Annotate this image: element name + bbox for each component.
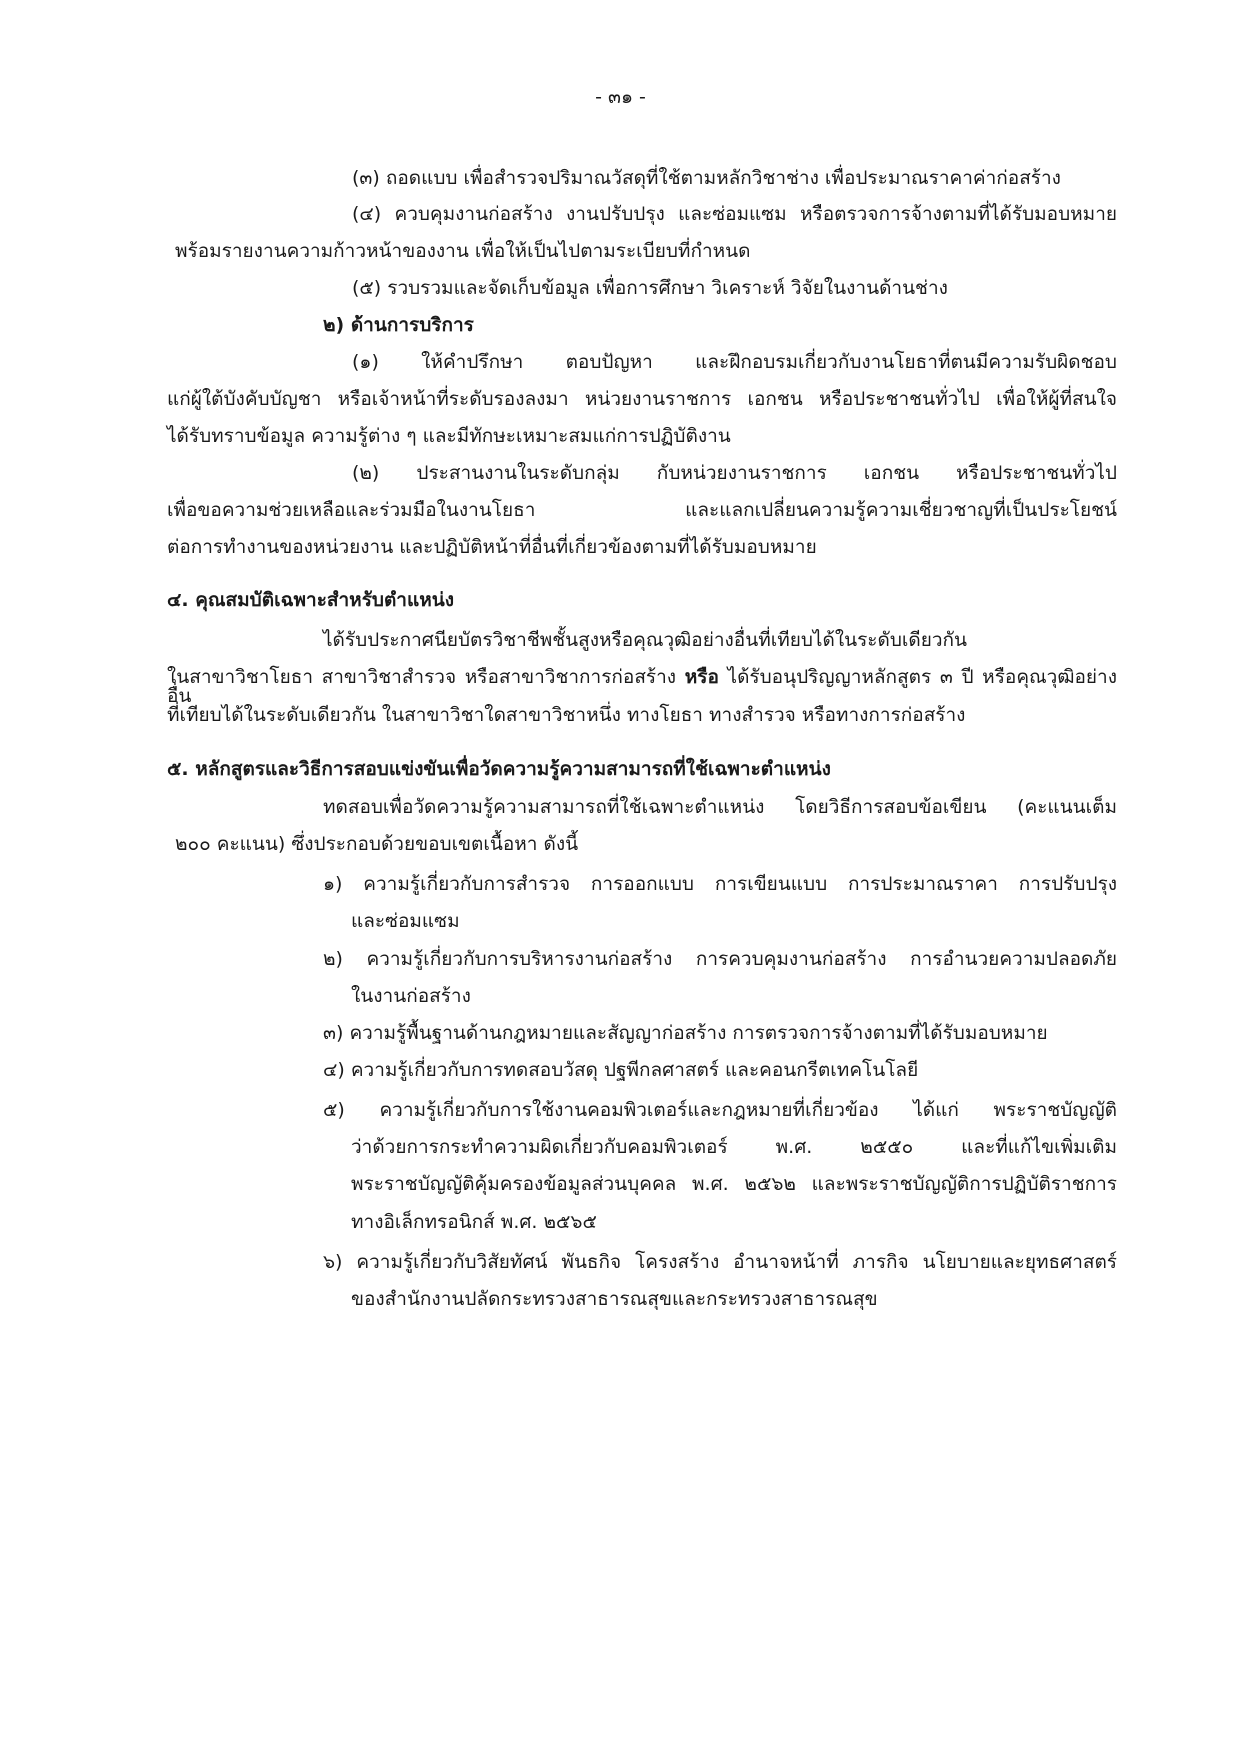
service-item-2-line-3: ต่อการทำงานของหน่วยงาน และปฏิบัติหน้าที่อื่นที่เกี่ยวข้องตามที่ได้รับมอบหมาย [167,536,817,558]
exam-topic-6-line-2: ของสำนักงานปลัดกระทรวงสาธารณสุขและกระทรวงสาธารณสุข [351,1288,878,1310]
exam-topic-3: ๓) ความรู้พื้นฐานด้านกฎหมายและสัญญาก่อสร้าง การตรวจการจ้างตามที่ได้รับมอบหมาย [323,1022,1048,1044]
technical-item-5: (๕) รวบรวมและจัดเก็บข้อมูล เพื่อการศึกษา วิเคราะห์ วิจัยในงานด้านช่าง [352,277,948,299]
exam-topic-4: ๔) ความรู้เกี่ยวกับการทดสอบวัสดุ ปฐพีกลศาสตร์ และคอนกรีตเทคโนโลยี [323,1059,919,1081]
technical-item-4-line-1: (๔) ควบคุมงานก่อสร้าง งานปรับปรุง และซ่อมแซม หรือตรวจการจ้างตามที่ได้รับมอบหมาย [352,203,1117,225]
exam-topic-5-line-1: ๕) ความรู้เกี่ยวกับการใช้งานคอมพิวเตอร์และกฎหมายที่เกี่ยวข้อง ได้แก่ พระราชบัญญัติ [323,1099,1117,1121]
exam-topic-1-line-2: และซ่อมแซม [351,910,460,932]
qualification-line-1: ได้รับประกาศนียบัตรวิชาชีพชั้นสูงหรือคุณวุฒิอย่างอื่นที่เทียบได้ในระดับเดียวกัน [323,629,968,651]
exam-topic-5-line-2: ว่าด้วยการกระทำความผิดเกี่ยวกับคอมพิวเตอร์ พ.ศ. ๒๕๕๐ และที่แก้ไขเพิ่มเติม [351,1136,1117,1158]
exam-topic-6-line-1: ๖) ความรู้เกี่ยวกับวิสัยทัศน์ พันธกิจ โครงสร้าง อำนาจหน้าที่ ภารกิจ นโยบายและยุทธศาสตร์ [323,1251,1117,1273]
qualification-line-3: ที่เทียบได้ในระดับเดียวกัน ในสาขาวิชาใดสาขาวิชาหนึ่ง ทางโยธา ทางสำรวจ หรือทางการก่อสร้าง [167,704,966,726]
technical-item-4-line-2: พร้อมรายงานความก้าวหน้าของงาน เพื่อให้เป็นไปตามระเบียบที่กำหนด [175,240,751,262]
exam-topic-2-line-1: ๒) ความรู้เกี่ยวกับการบริหารงานก่อสร้าง การควบคุมงานก่อสร้าง การอำนวยความปลอดภัย [323,948,1117,970]
qualification-or-keyword: หรือ [684,666,719,688]
qualification-line-2-start: ในสาขาวิชาโยธา สาขาวิชาสำรวจ หรือสาขาวิชาการก่อสร้าง [167,666,685,688]
page-number: - ๓๑ - [595,86,646,108]
exam-topic-5-line-3: พระราชบัญญัติคุ้มครองข้อมูลส่วนบุคคล พ.ศ. ๒๕๖๒ และพระราชบัญญัติการปฏิบัติราชการ [351,1173,1117,1195]
service-item-1-line-1: (๑) ให้คำปรึกษา ตอบปัญหา และฝึกอบรมเกี่ยวกับงานโยธาที่ตนมีความรับผิดชอบ [352,351,1117,373]
technical-item-3: (๓) ถอดแบบ เพื่อสำรวจปริมาณวัสดุที่ใช้ตามหลักวิชาช่าง เพื่อประมาณราคาค่าก่อสร้าง [352,167,1061,189]
service-item-1-line-3: ได้รับทราบข้อมูล ความรู้ต่าง ๆ และมีทักษะเหมาะสมแก่การปฏิบัติงาน [167,425,731,447]
exam-intro-line-2: ๒๐๐ คะแนน) ซึ่งประกอบด้วยขอบเขตเนื้อหา ดังนี้ [175,833,579,855]
service-item-2-line-1: (๒) ประสานงานในระดับกลุ่ม กับหน่วยงานราชการ เอกชน หรือประชาชนทั่วไป [352,462,1117,484]
section-5-heading: ๕. หลักสูตรและวิธีการสอบแข่งขันเพื่อวัดความรู้ความสามารถที่ใช้เฉพาะตำแหน่ง [167,758,831,780]
exam-topic-1-line-1: ๑) ความรู้เกี่ยวกับการสำรวจ การออกแบบ การเขียนแบบ การประมาณราคา การปรับปรุง [323,873,1117,895]
exam-topic-2-line-2: ในงานก่อสร้าง [351,985,471,1007]
service-heading: ๒) ด้านการบริการ [323,314,474,336]
service-item-1-line-2: แก่ผู้ใต้บังคับบัญชา หรือเจ้าหน้าที่ระดับรองลงมา หน่วยงานราชการ เอกชน หรือประชาชนทั่วไป เพื่อให้ผู้ที่สนใจ [167,388,1117,410]
service-item-2-line-2: เพื่อขอความช่วยเหลือและร่วมมือในงานโยธา และแลกเปลี่ยนความรู้ความเชี่ยวชาญที่เป็นประโยชน์ [167,499,1117,521]
exam-intro-line-1: ทดสอบเพื่อวัดความรู้ความสามารถที่ใช้เฉพาะตำแหน่ง โดยวิธีการสอบข้อเขียน (คะแนนเต็ม [323,796,1117,818]
qualification-line-2-end: ได้รับอนุปริญญาหลักสูตร ๓ ปี หรือคุณวุฒิอย่างอื่น [167,666,1117,707]
qualification-line-2 [167,668,1117,706]
exam-topic-5-line-4: ทางอิเล็กทรอนิกส์ พ.ศ. ๒๕๖๕ [351,1211,597,1233]
section-4-heading: ๔. คุณสมบัติเฉพาะสำหรับตำแหน่ง [167,589,455,611]
